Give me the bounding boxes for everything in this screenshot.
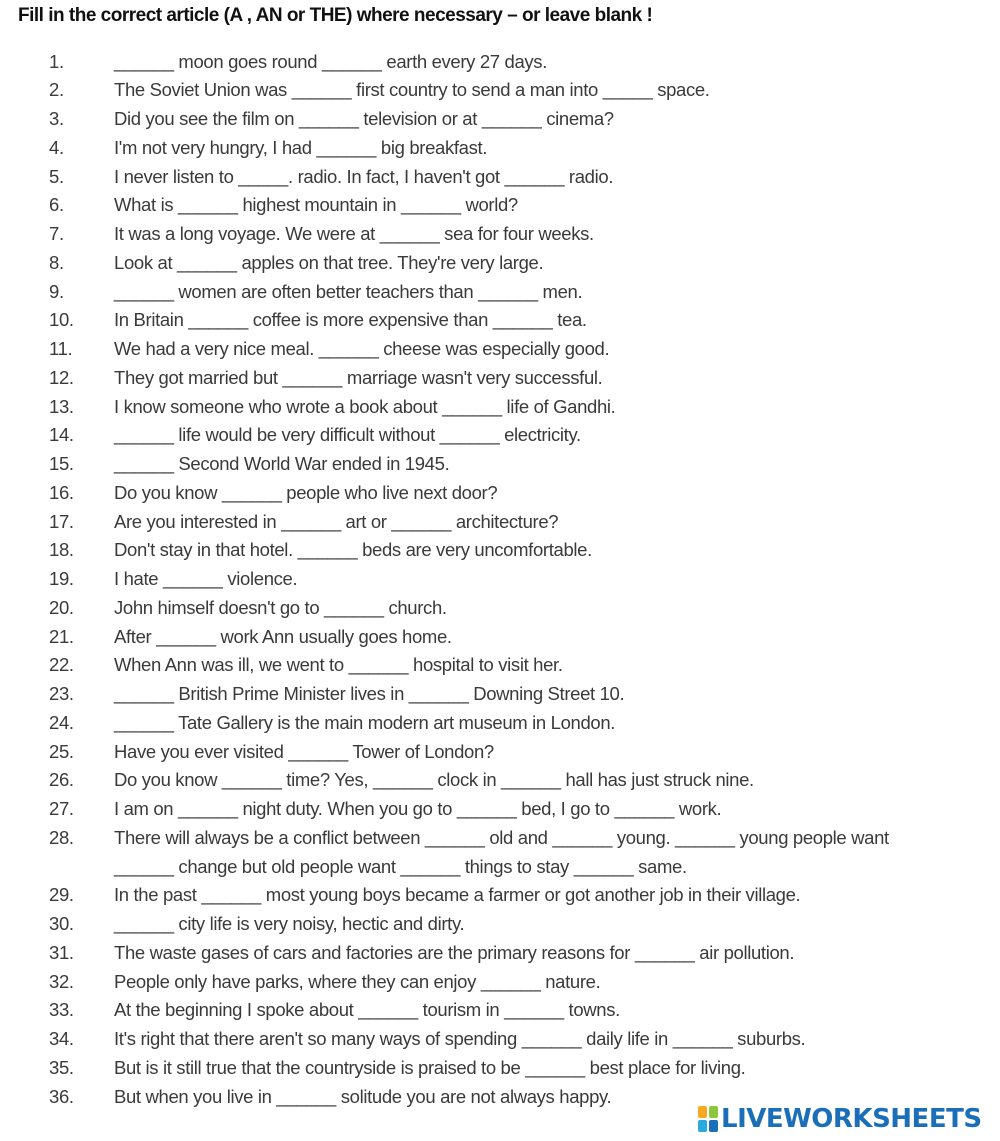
exercise-item [0,335,1000,363]
item-number: 12. [49,366,74,388]
item-number: 31. [49,941,74,963]
item-sentence: They got married but ______ marriage wasn't very successful. [114,366,603,388]
liveworksheets-logo-icon [698,1106,718,1132]
item-sentence: In Britain ______ coffee is more expensive than ______ tea. [114,309,587,331]
item-sentence: ______ women are often better teachers than ______ men. [114,280,583,302]
item-sentence: ______ British Prime Minister lives in ______ Downing Street 10. [114,683,625,704]
item-number: 21. [49,625,74,647]
exercise-item [0,450,1000,478]
item-sentence: I know someone who wrote a book about ______ life of Gandhi. [114,395,616,417]
item-number: 19. [49,568,74,589]
exercise-item [0,1025,1000,1053]
item-sentence: There will always be a conflict between ______ old and ______ young. ______ young people want [114,826,889,848]
logo-text: LIVEWORKSHEETS [721,1104,982,1134]
logo-square-1 [698,1106,707,1118]
item-sentence: After ______ work Ann usually goes home. [114,625,452,647]
item-number: 35. [49,1056,74,1078]
item-number: 17. [49,510,74,532]
exercise-item [0,479,1000,507]
item-sentence: In the past ______ most young boys became a farmer or got another job in their village. [114,884,801,906]
item-number: 2. [49,79,64,101]
item-sentence: At the beginning I spoke about ______ tourism in ______ towns. [114,999,620,1021]
item-sentence: Did you see the film on ______ television or at ______ cinema? [114,108,614,129]
item-number: 28. [49,826,74,848]
item-sentence: ______ city life is very noisy, hectic and dirty. [114,913,465,934]
item-sentence: Do you know ______ time? Yes, ______ clock in ______ hall has just struck nine. [114,769,754,791]
item-number: 25. [49,740,74,762]
item-sentence: ______ life would be very difficult without ______ electricity. [114,424,581,446]
item-sentence: I never listen to _____. radio. In fact, I haven't got ______ radio. [114,165,614,187]
exercise-item [0,421,1000,449]
exercise-item [0,134,1000,162]
item-sentence: I am on ______ night duty. When you go to ______ bed, I go to ______ work. [114,798,722,819]
item-sentence: ______ change but old people want ______ things to stay ______ same. [114,855,687,877]
exercise-item [0,1054,1000,1082]
item-sentence: It's right that there aren't so many ways of spending ______ daily life in ______ suburbs. [114,1028,806,1049]
item-sentence: But is it still true that the countryside is praised to be ______ best place for living. [114,1056,746,1078]
item-number: 20. [49,596,74,618]
exercise-item [0,536,1000,564]
item-number: 27. [49,798,74,819]
exercise-item [0,996,1000,1024]
item-number: 5. [49,165,64,187]
exercise-item [0,364,1000,392]
item-sentence: But when you live in ______ solitude you are not always happy. [114,1085,612,1107]
exercise-item [0,910,1000,938]
logo-square-3 [698,1120,707,1132]
item-sentence: It was a long voyage. We were at ______ sea for four weeks. [114,223,594,244]
item-sentence: The Soviet Union was ______ first country to send a man into _____ space. [114,79,710,101]
item-sentence: We had a very nice meal. ______ cheese was especially good. [114,338,610,359]
exercise-item [0,278,1000,306]
exercise-item [0,220,1000,248]
item-sentence: Have you ever visited ______ Tower of London? [114,740,494,762]
item-sentence: I hate ______ violence. [114,568,298,589]
exercise-item [0,249,1000,277]
item-number: 26. [49,769,74,791]
exercise-item [0,680,1000,708]
item-sentence: Look at ______ apples on that tree. They're very large. [114,251,544,273]
item-number: 4. [49,136,64,158]
exercise-item [0,191,1000,219]
exercise-item [0,766,1000,794]
logo-square-4 [709,1120,718,1132]
item-number: 22. [49,654,74,676]
item-number: 10. [49,309,74,331]
logo-square-2 [709,1106,718,1118]
item-number: 18. [49,539,74,561]
item-sentence: Are you interested in ______ art or ______ architecture? [114,510,559,532]
exercise-item [0,881,1000,909]
item-number: 33. [49,999,74,1021]
exercise-item [0,968,1000,996]
item-sentence: Do you know ______ people who live next door? [114,481,498,503]
worksheet-title: Fill in the correct article (A , AN or THE) where necessary – or leave blank ! [18,5,653,26]
item-number: 24. [49,711,74,733]
item-sentence: What is ______ highest mountain in ______ world? [114,194,518,216]
exercise-item [0,853,1000,881]
exercise-item [0,393,1000,421]
item-number: 11. [49,338,73,359]
exercise-item [0,105,1000,133]
item-number: 9. [49,280,64,302]
exercise-item [0,939,1000,967]
exercise-item [0,76,1000,104]
item-number: 32. [49,970,74,992]
item-number: 14. [49,424,74,446]
exercise-item [0,565,1000,593]
item-number: 6. [49,194,64,216]
item-number: 34. [49,1028,74,1049]
item-number: 1. [49,50,64,72]
item-number: 16. [49,481,74,503]
item-number: 29. [49,884,74,906]
item-sentence: When Ann was ill, we went to ______ hospital to visit her. [114,654,563,676]
item-sentence: Don't stay in that hotel. ______ beds are very uncomfortable. [114,539,592,561]
item-sentence: ______ Second World War ended in 1945. [114,453,450,474]
item-sentence: ______ moon goes round ______ earth every 27 days. [114,50,547,72]
exercise-item [0,623,1000,651]
exercise-item [0,738,1000,766]
exercise-item [0,508,1000,536]
item-sentence: I'm not very hungry, I had ______ big breakfast. [114,136,488,158]
item-number: 3. [49,108,64,129]
exercise-item [0,306,1000,334]
item-number: 8. [49,251,64,273]
exercise-item [0,709,1000,737]
exercise-item [0,824,1000,852]
item-number: 7. [49,223,64,244]
item-number: 15. [49,453,74,474]
item-sentence: ______ Tate Gallery is the main modern art museum in London. [114,711,616,733]
item-number: 23. [49,683,74,704]
exercise-item [0,795,1000,823]
item-number: 13. [49,395,74,417]
exercise-item [0,163,1000,191]
item-number: 36. [49,1085,74,1107]
item-sentence: The waste gases of cars and factories are the primary reasons for ______ air pollution. [114,941,795,963]
liveworksheets-logo [698,1102,982,1136]
exercise-item [0,594,1000,622]
exercise-item [0,48,1000,76]
exercise-item [0,651,1000,679]
item-sentence: People only have parks, where they can enjoy ______ nature. [114,970,601,992]
item-sentence: John himself doesn't go to ______ church. [114,596,447,618]
item-number: 30. [49,913,74,934]
